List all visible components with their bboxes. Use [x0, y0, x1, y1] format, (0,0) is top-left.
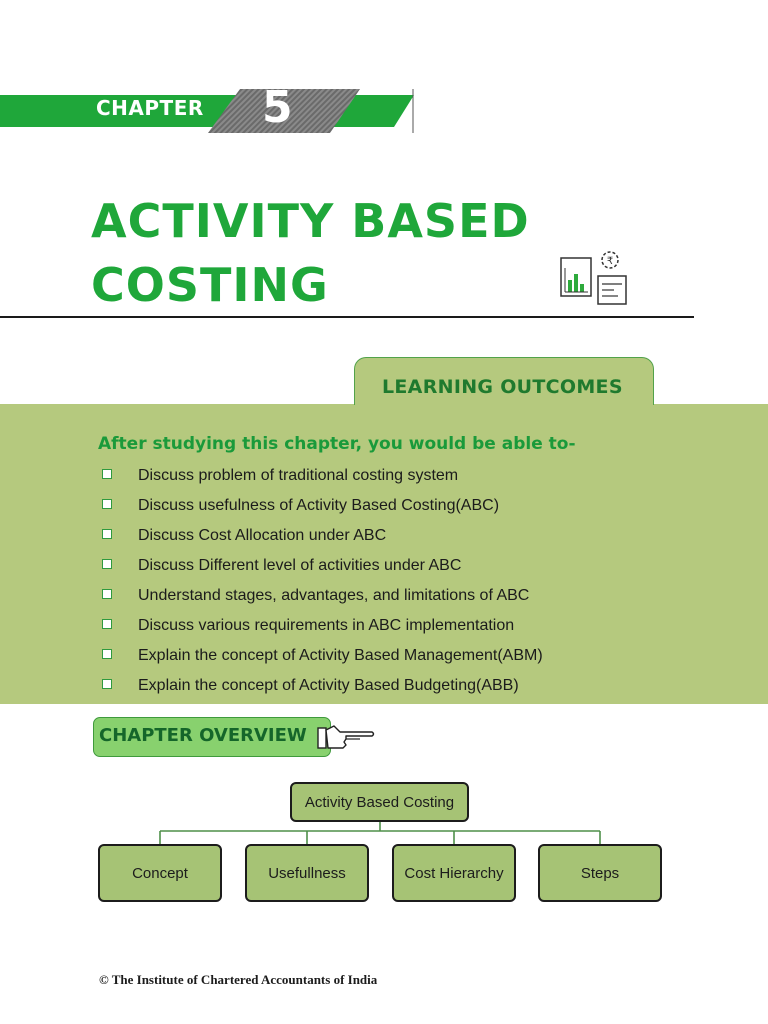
list-item: Understand stages, advantages, and limitations of ABC: [102, 583, 543, 613]
list-item: Explain the concept of Activity Based Management(ABM): [102, 643, 543, 673]
list-item: Discuss usefulness of Activity Based Costing(ABC): [102, 493, 543, 523]
chapter-number: 5: [262, 82, 293, 133]
checkbox-bullet-icon: [102, 619, 112, 629]
pointing-hand-icon: [316, 722, 376, 752]
chapter-title-line-2: COSTING: [91, 258, 329, 312]
list-item: Discuss Cost Allocation under ABC: [102, 523, 543, 553]
checkbox-bullet-icon: [102, 589, 112, 599]
checkbox-bullet-icon: [102, 649, 112, 659]
report-chart-icon: [558, 246, 630, 310]
title-divider: [0, 316, 694, 318]
chapter-banner: [0, 89, 414, 133]
list-item: Discuss problem of traditional costing system: [102, 463, 543, 493]
footer-copyright: © The Institute of Chartered Accountants of India: [99, 972, 378, 987]
svg-text:₹: ₹: [606, 256, 614, 267]
learning-outcomes-intro: After studying this chapter, you would be able to-: [98, 434, 576, 454]
diagram-node-steps: Steps: [538, 844, 662, 902]
list-item: Explain the concept of Activity Based Budgeting(ABB): [102, 673, 543, 703]
list-item: Discuss various requirements in ABC implementation: [102, 613, 543, 643]
checkbox-bullet-icon: [102, 499, 112, 509]
learning-outcomes-heading: LEARNING OUTCOMES: [382, 376, 623, 398]
checkbox-bullet-icon: [102, 529, 112, 539]
list-item: Discuss Different level of activities under ABC: [102, 553, 543, 583]
chapter-title-line-1: ACTIVITY BASED: [91, 194, 530, 248]
learning-outcomes-list: [102, 463, 543, 703]
diagram-node-concept: Concept: [98, 844, 222, 902]
diagram-root-node: Activity Based Costing: [290, 782, 469, 822]
chapter-overview-heading: CHAPTER OVERVIEW: [99, 725, 307, 746]
checkbox-bullet-icon: [102, 679, 112, 689]
checkbox-bullet-icon: [102, 559, 112, 569]
chapter-label: CHAPTER: [96, 96, 204, 120]
diagram-node-usefullness: Usefullness: [245, 844, 369, 902]
checkbox-bullet-icon: [102, 469, 112, 479]
diagram-node-cost-hierarchy: Cost Hierarchy: [392, 844, 516, 902]
